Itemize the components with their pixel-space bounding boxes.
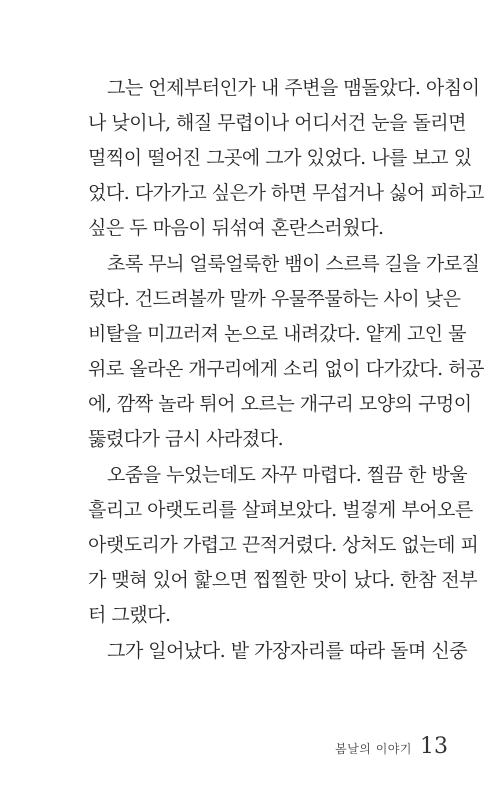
running-title: 봄날의 이야기: [335, 742, 412, 756]
text-line: 뚫렸다가 금시 사라졌다.: [88, 428, 284, 450]
text-line: 위로 올라온 개구리에게 소리 없이 다가갔다. 허공: [88, 358, 484, 380]
page-number: 13: [420, 734, 448, 759]
text-line: 싶은 두 마음이 뒤섞여 혼란스러웠다.: [88, 217, 384, 239]
text-line: 아랫도리가 가렵고 끈적거렸다. 상처도 없는데 피: [88, 534, 479, 556]
text-line: 렀다. 건드려볼까 말까 우물쭈물하는 사이 낮은: [88, 288, 461, 310]
text-line: 멀찍이 떨어진 그곳에 그가 있었다. 나를 보고 있: [88, 147, 472, 169]
text-line: 그가 일어났다. 밭 가장자리를 따라 돌며 신중: [107, 640, 468, 662]
text-line: 터 그랬다.: [88, 604, 171, 626]
text-line: 에, 깜짝 놀라 튀어 오르는 개구리 모양의 구멍이: [88, 393, 472, 415]
text-line: 흘리고 아랫도리를 살펴보았다. 벌겋게 부어오른: [88, 499, 473, 521]
text-line: 었다. 다가가고 싶은가 하면 무섭거나 싫어 피하고: [88, 182, 484, 204]
text-line: 오줌을 누었는데도 자꾸 마렵다. 찔끔 한 방울: [107, 464, 468, 486]
text-line: 초록 무늬 얼룩얼룩한 뱀이 스르륵 길을 가로질: [107, 253, 480, 275]
text-line: 비탈을 미끄러져 논으로 내려갔다. 얕게 고인 물: [88, 323, 467, 345]
text-line: 가 맺혀 있어 핥으면 찝찔한 맛이 났다. 한참 전부: [88, 569, 478, 591]
text-line: 나 낮이나, 해질 무렵이나 어디서건 눈을 돌리면: [88, 112, 467, 134]
text-line: 그는 언제부터인가 내 주변을 맴돌았다. 아침이: [107, 77, 480, 99]
page-footer: [335, 734, 448, 759]
